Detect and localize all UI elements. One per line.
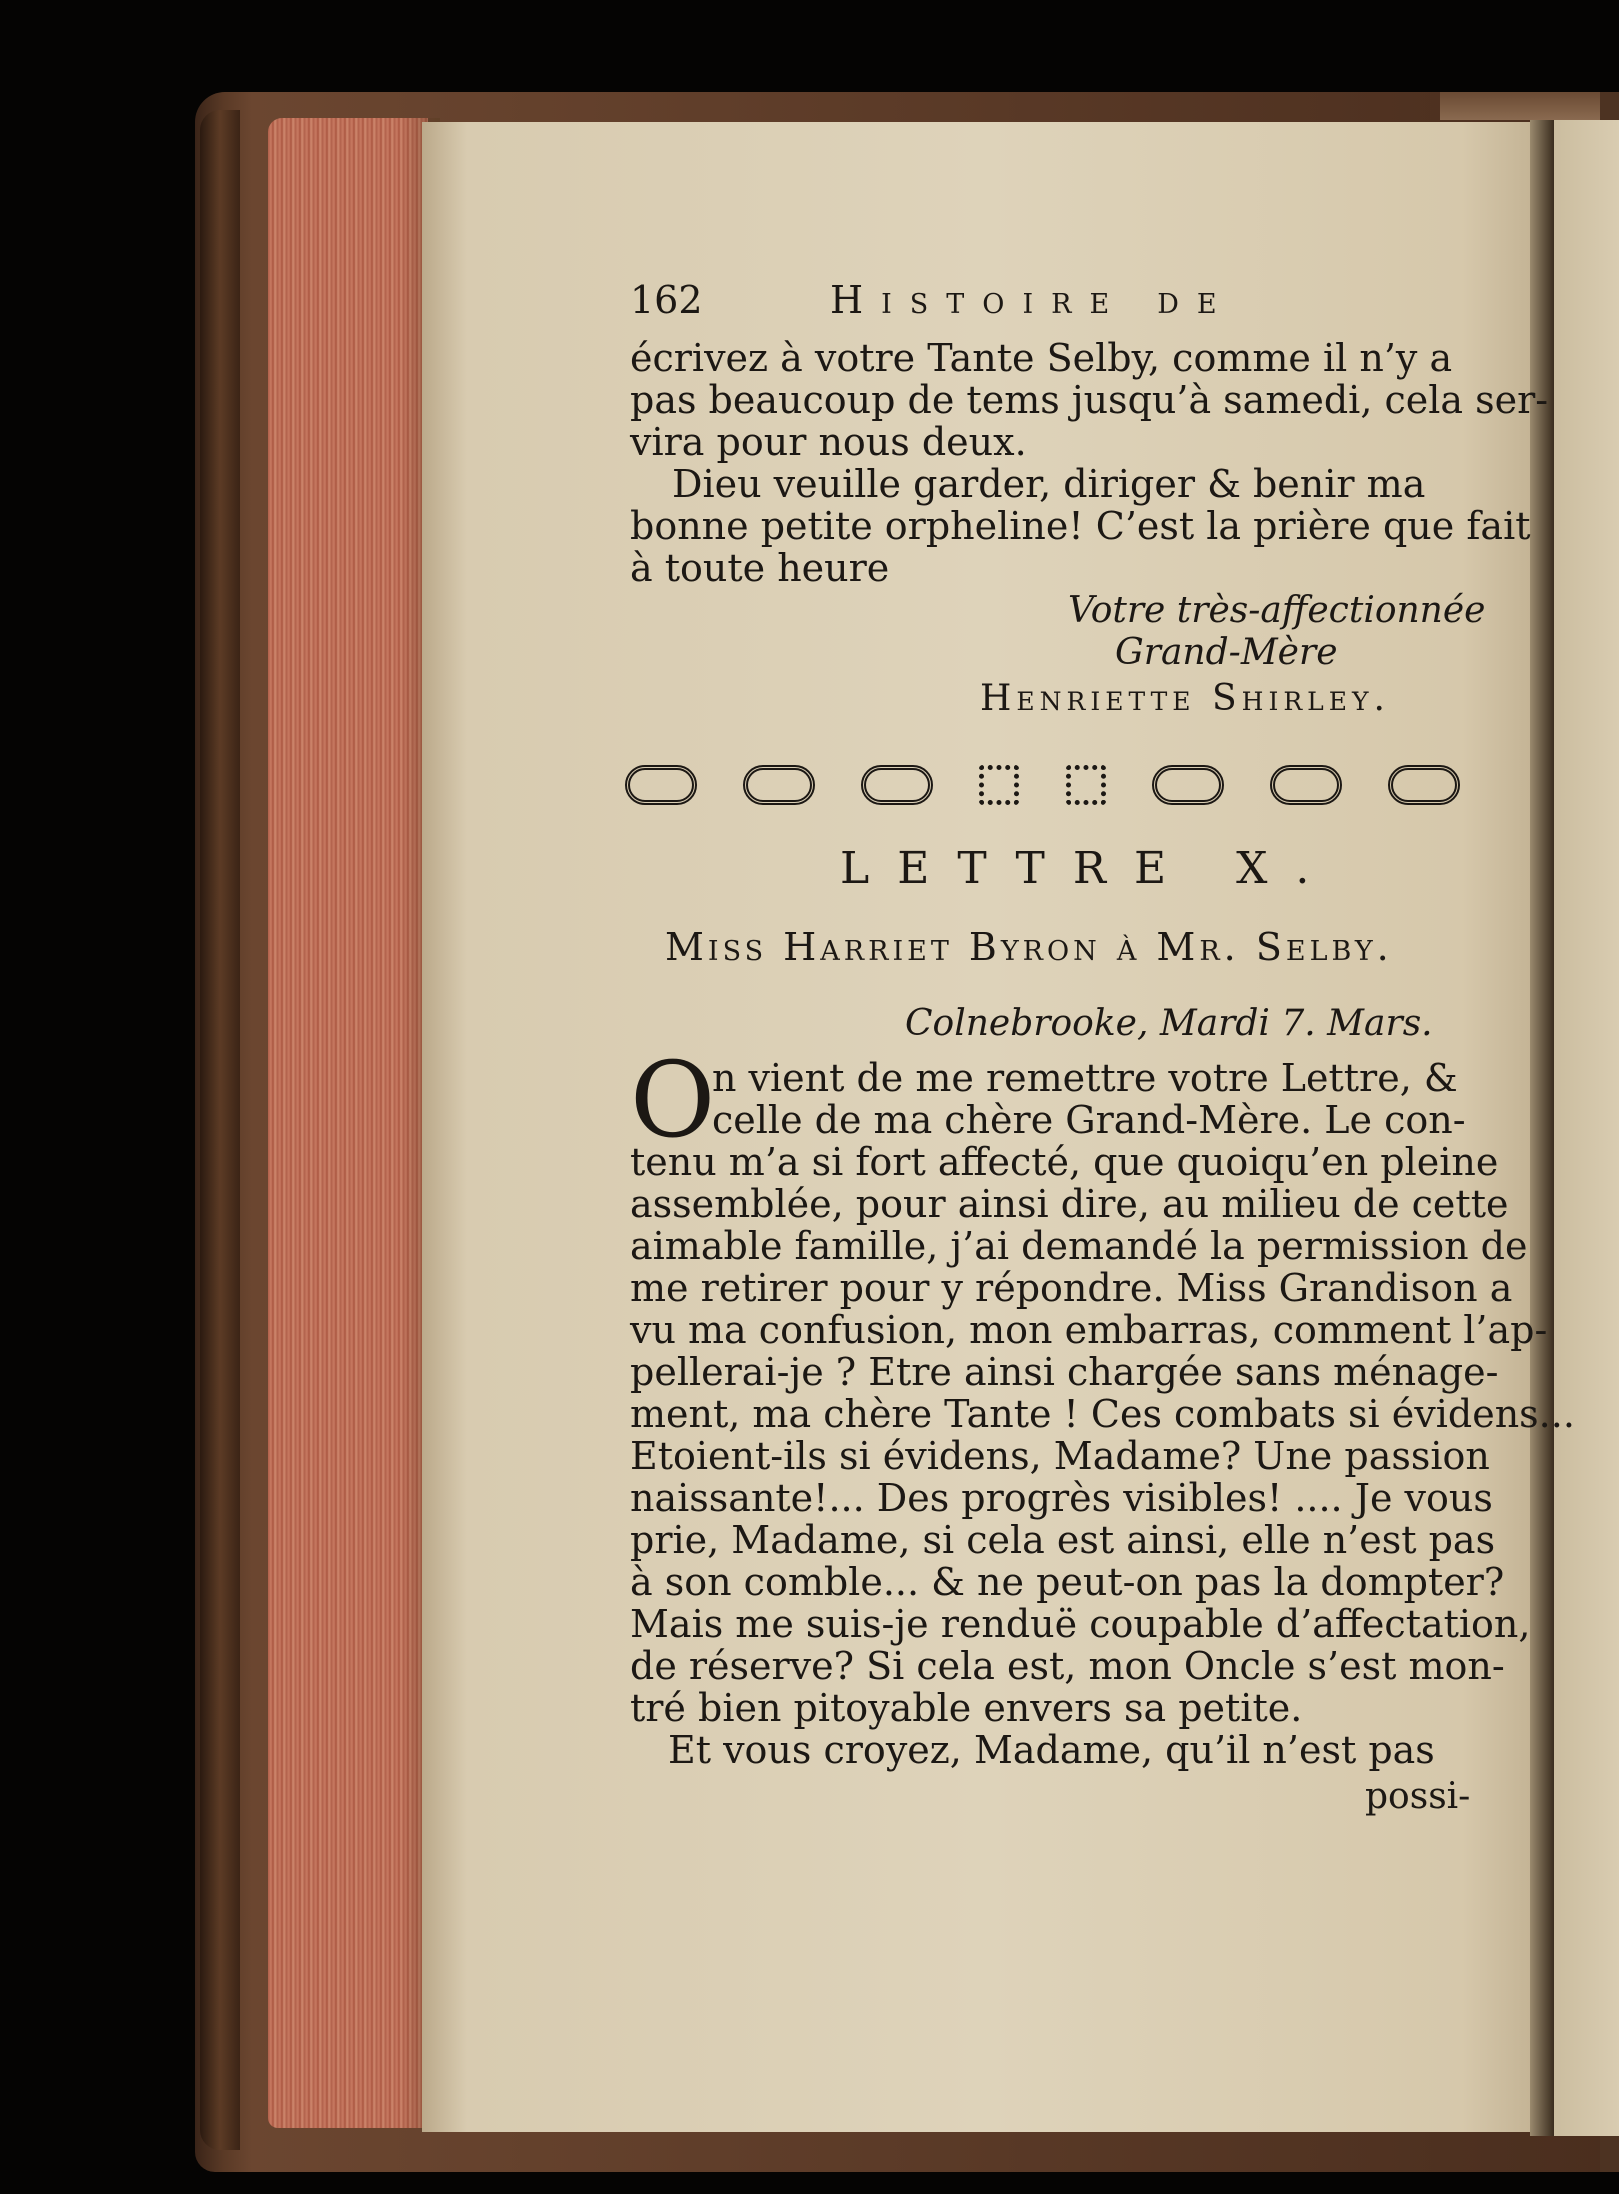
text-line: Dieu veuille garder, diriger & benir ma [672,462,1426,506]
text-line: Mais me suis-je renduë coupable d’affectation, [630,1602,1531,1646]
text-line: tré bien pitoyable envers sa petite. [630,1686,1303,1730]
ornament-leaf-icon [979,765,1019,805]
text-line: n vient de me remettre votre Lettre, & [712,1056,1458,1100]
catchword: possi- [1365,1776,1471,1817]
text-line: de réserve? Si cela est, mon Oncle s’est mon- [630,1644,1505,1688]
text-line: vu ma confusion, mon embarras, comment l’ap- [630,1308,1548,1352]
text-line: écrivez à votre Tante Selby, comme il n’y a [630,336,1453,380]
signature-closing-2: Grand-Mère [1115,632,1338,673]
text-line: naissante!... Des progrès visibles! .... Je vous [630,1476,1493,1520]
ornament-leaf-icon [1066,765,1106,805]
text-line: Etoient-ils si évidens, Madame? Une passion [630,1434,1490,1478]
drop-cap: O [630,1039,716,1161]
cover-top-band [1440,92,1619,120]
running-title: Histoire de [830,278,1235,322]
letter-title: LETTRE X. [840,843,1338,894]
text-line: vira pour nous deux. [630,420,1027,464]
signature-name: Henriette Shirley. [980,678,1390,719]
ornament-icon [1388,765,1460,805]
text-line: aimable famille, j’ai demandé la permission de [630,1224,1528,1268]
signature-closing: Votre très-affectionnée [1068,590,1486,631]
text-line: ment, ma chère Tante ! Ces combats si évidens... [630,1392,1575,1436]
text-line: celle de ma chère Grand-Mère. Le con- [712,1098,1466,1142]
text-line: bonne petite orpheline! C’est la prière que fait [630,504,1531,548]
ornament-icon [743,765,815,805]
facing-page [1554,120,1619,2136]
text-line: assemblée, pour ainsi dire, au milieu de cette [630,1182,1509,1226]
page-number: 162 [630,278,703,322]
ornament-icon [861,765,933,805]
letter-address: Miss Harriet Byron à Mr. Selby. [665,925,1393,969]
text-line: à son comble... & ne peut-on pas la dompter? [630,1560,1505,1604]
text-line: Et vous croyez, Madame, qu’il n’est pas [668,1728,1435,1772]
text-line: prie, Madame, si cela est ainsi, elle n’est pas [630,1518,1496,1562]
ornament-icon [1152,765,1224,805]
letter-place-date: Colnebrooke, Mardi 7. Mars. [905,1003,1433,1044]
ornament-divider [625,760,1460,810]
text-line: pellerai-je ? Etre ainsi chargée sans ménage- [630,1350,1499,1394]
book-spine [200,110,240,2150]
text-line: me retirer pour y répondre. Miss Grandison a [630,1266,1513,1310]
text-line: tenu m’a si fort affecté, que quoiqu’en pleine [630,1140,1499,1184]
ornament-icon [625,765,697,805]
text-line: pas beaucoup de tems jusqu’à samedi, cela ser- [630,378,1549,422]
book-gutter [1530,120,1554,2136]
ornament-icon [1270,765,1342,805]
text-line: à toute heure [630,546,890,590]
